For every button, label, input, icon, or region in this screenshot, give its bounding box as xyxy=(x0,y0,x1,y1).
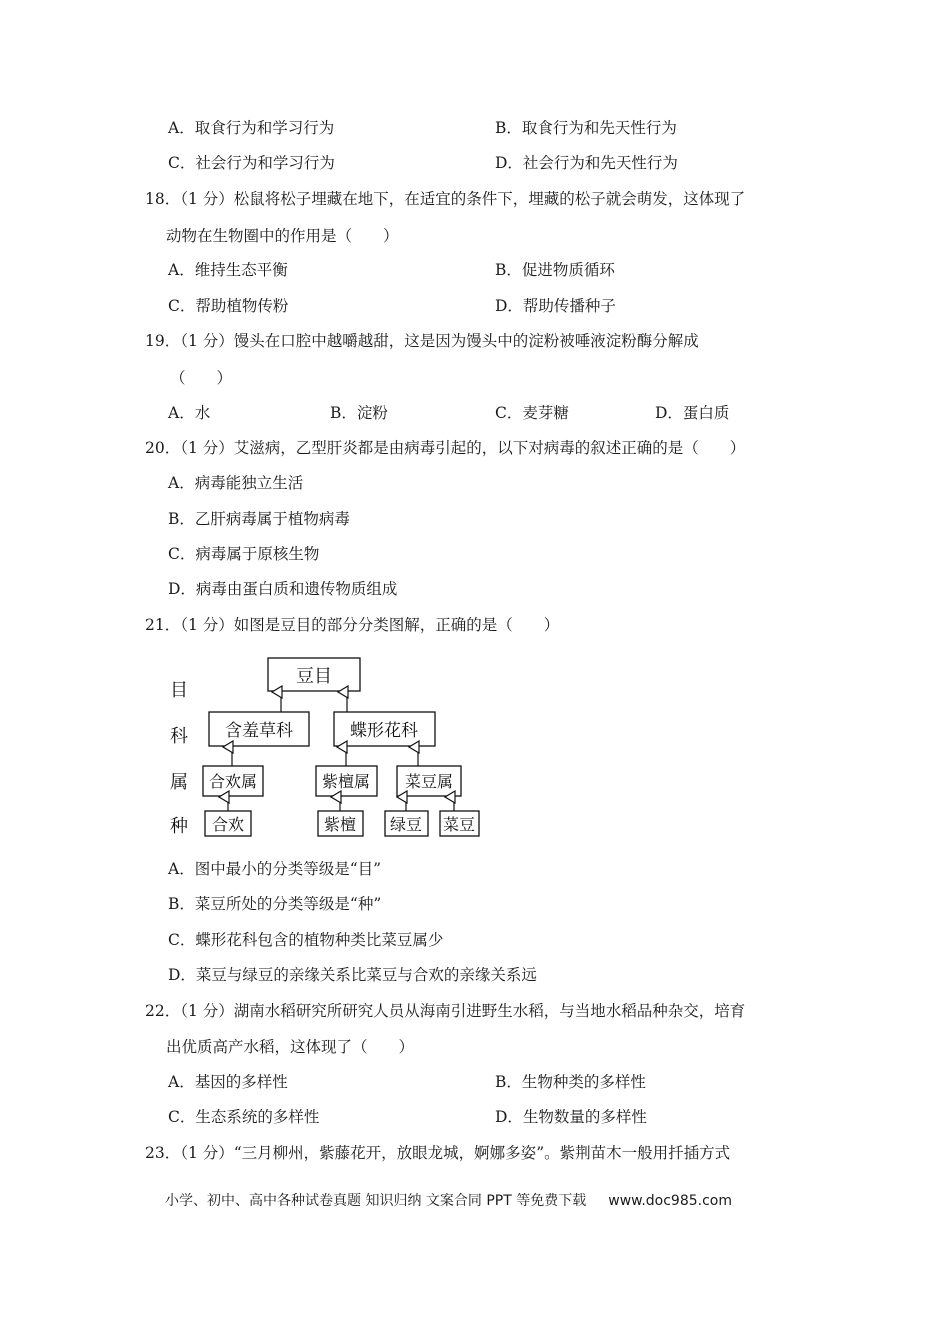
q21-option-d: D．菜豆与绿豆的亲缘关系比菜豆与合欢的亲缘关系远 xyxy=(168,966,537,984)
order-label: 豆目 xyxy=(296,666,332,687)
level-label-order: 目 xyxy=(170,680,188,701)
q19-option-b: B．淀粉 xyxy=(330,404,388,422)
classification-diagram-svg xyxy=(160,650,490,840)
page-footer xyxy=(165,1192,732,1210)
q19-option-c: C．麦芽糖 xyxy=(495,404,569,422)
q22-stem-line1: 22．（1 分）湖南水稻研究所研究人员从海南引进野生水稻，与当地水稻品种杂交，培育 xyxy=(145,1002,746,1020)
footer-url[interactable]: www.doc985.com xyxy=(608,1193,732,1209)
q19-option-d: D．蛋白质 xyxy=(655,404,730,422)
q20-option-a: A．病毒能独立生活 xyxy=(168,474,304,492)
q17-option-a: A．取食行为和学习行为 xyxy=(168,119,335,137)
level-label-species: 种 xyxy=(170,816,188,837)
q19-option-a: A．水 xyxy=(168,404,211,422)
q21-option-a: A．图中最小的分类等级是“目” xyxy=(168,860,382,878)
q22-option-c: C．生态系统的多样性 xyxy=(168,1108,320,1126)
q20-option-b: B．乙肝病毒属于植物病毒 xyxy=(168,510,350,528)
q18-option-a: A．维持生态平衡 xyxy=(168,261,288,279)
family-label-2: 蝶形花科 xyxy=(350,721,418,741)
q18-option-c: C．帮助植物传粉 xyxy=(168,297,289,315)
footer-text: 小学、初中、高中各种试卷真题 知识归纳 文案合同 PPT 等免费下载 xyxy=(165,1193,587,1209)
q20-option-d: D．病毒由蛋白质和遗传物质组成 xyxy=(168,580,398,598)
q17-option-b: B．取食行为和先天性行为 xyxy=(495,119,677,137)
family-label-1: 含羞草科 xyxy=(225,721,293,741)
q23-stem-line1: 23．（1 分）“三月柳州，紫藤花开，放眼龙城，婀娜多姿”。紫荆苗木一般用扦插方式 xyxy=(145,1144,731,1162)
q18-stem-line2: 动物在生物圈中的作用是（ ） xyxy=(166,227,399,245)
q19-stem-line1: 19．（1 分）馒头在口腔中越嚼越甜，这是因为馒头中的淀粉被唾液淀粉酶分解成 xyxy=(145,332,699,350)
q19-stem-line2: （ ） xyxy=(170,369,233,387)
species-label-3: 绿豆 xyxy=(389,815,423,834)
level-label-genus: 属 xyxy=(170,772,188,793)
q18-option-d: D．帮助传播种子 xyxy=(495,297,616,315)
q17-option-d: D．社会行为和先天性行为 xyxy=(495,154,678,172)
species-label-2: 紫檀 xyxy=(323,815,357,834)
q22-option-a: A．基因的多样性 xyxy=(168,1073,288,1091)
classification-diagram xyxy=(160,650,490,840)
species-label-1: 合欢 xyxy=(211,815,245,834)
q20-stem-line1: 20．（1 分）艾滋病，乙型肝炎都是由病毒引起的，以下对病毒的叙述正确的是（ ） xyxy=(145,439,746,457)
q18-option-b: B．促进物质循环 xyxy=(495,261,615,279)
q21-option-c: C．蝶形花科包含的植物种类比菜豆属少 xyxy=(168,931,444,949)
q20-option-c: C．病毒属于原核生物 xyxy=(168,545,320,563)
q22-option-d: D．生物数量的多样性 xyxy=(495,1108,647,1126)
q22-option-b: B．生物种类的多样性 xyxy=(495,1073,646,1091)
q21-option-b: B．菜豆所处的分类等级是“种” xyxy=(168,895,382,913)
q18-stem-line1: 18．（1 分）松鼠将松子埋藏在地下，在适宜的条件下，埋藏的松子就会萌发，这体现了 xyxy=(145,190,746,208)
level-label-family: 科 xyxy=(170,726,188,747)
genus-label-3: 菜豆属 xyxy=(404,772,454,791)
genus-label-1: 合欢属 xyxy=(208,772,258,791)
q22-stem-line2: 出优质高产水稻，这体现了（ ） xyxy=(166,1038,415,1056)
q17-option-c: C．社会行为和学习行为 xyxy=(168,154,335,172)
genus-label-2: 紫檀属 xyxy=(321,772,371,791)
q21-stem-line1: 21．（1 分）如图是豆目的部分分类图解，正确的是（ ） xyxy=(145,616,560,634)
species-label-4: 菜豆 xyxy=(442,815,476,834)
